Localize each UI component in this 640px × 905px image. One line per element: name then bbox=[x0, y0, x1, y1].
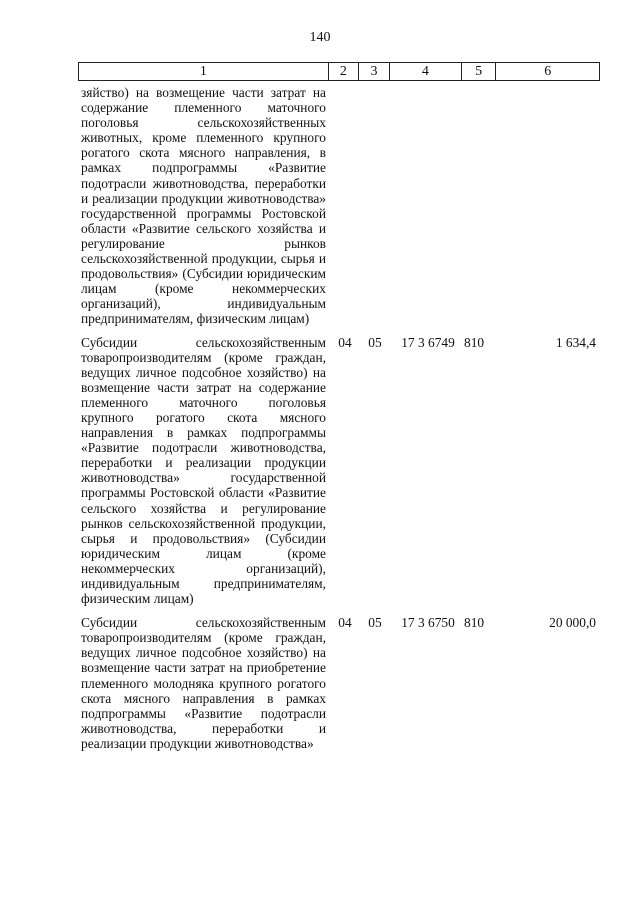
row-subsection bbox=[360, 85, 390, 327]
row-target-code: 17 3 6749 bbox=[401, 334, 455, 350]
header-col-5: 5 bbox=[461, 63, 496, 80]
table-row bbox=[78, 615, 600, 751]
row-expense-type: 810 bbox=[464, 615, 485, 631]
row-section: 04 bbox=[338, 615, 352, 631]
row-target-code bbox=[390, 85, 462, 327]
page-number: 140 bbox=[309, 30, 331, 45]
table-header bbox=[78, 62, 600, 81]
table-row bbox=[78, 335, 600, 607]
budget-table bbox=[78, 62, 600, 751]
row-description: Субсидии сельскохозяйственным товаропроизводителям (кроме граждан, ведущих личное подсобное хозяйство) на возмещение части затрат на содержание племенного маточного поголовья крупного рогатого скота мясного направления в рамках подпрограммы «Развитие подотрасли животноводства, переработки и реализации продукции животноводства» государственной программы Ростовской области «Развитие сельского хозяйства и регулирование рынков сельскохозяйственной продукции, сырья и продовольствия» (Субсидии юридическим лицам (кроме некоммерческих организаций), индивидуальным предпринимателям, физическим лицам) bbox=[81, 334, 326, 607]
row-expense-type bbox=[462, 85, 496, 327]
row-amount bbox=[496, 85, 600, 327]
row-section bbox=[330, 85, 360, 327]
header-col-3: 3 bbox=[358, 63, 389, 80]
row-description: Субсидии сельскохозяйственным товаропроизводителям (кроме граждан, ведущих личное подсобное хозяйство) на возмещение части затрат на приобретение племенного молодняка крупного рогатого скота мясного направления в рамках подпрограммы «Развитие подотрасли животноводства, переработки и реализации продукции животноводства» bbox=[81, 615, 326, 751]
row-description: зяйство) на возмещение части затрат на содержание племенного маточного поголовья сельскохозяйственных животных, кроме племенного крупного рогатого скота мясного направления, в рамках подпрограммы «Развитие подотрасли животноводства, переработки и реализации продукции животноводства» государственной программы Ростовской области «Развитие сельского хозяйства и регулирование рынков сельскохозяйственной продукции, сырья и продовольствия» (Субсидии юридическим лицам (кроме некоммерческих организаций), индивидуальным предпринимателям, физическим лицам) bbox=[81, 85, 326, 327]
header-col-2: 2 bbox=[328, 63, 359, 80]
row-subsection: 05 bbox=[368, 334, 382, 350]
row-amount: 1 634,4 bbox=[555, 334, 596, 350]
row-section: 04 bbox=[338, 334, 352, 350]
header-col-4: 4 bbox=[389, 63, 461, 80]
row-amount: 20 000,0 bbox=[549, 615, 596, 631]
row-expense-type: 810 bbox=[464, 334, 485, 350]
table-row bbox=[78, 85, 600, 327]
header-col-6: 6 bbox=[495, 63, 599, 80]
row-subsection: 05 bbox=[368, 615, 382, 631]
header-col-1: 1 bbox=[199, 63, 207, 79]
row-target-code: 17 3 6750 bbox=[401, 615, 455, 631]
